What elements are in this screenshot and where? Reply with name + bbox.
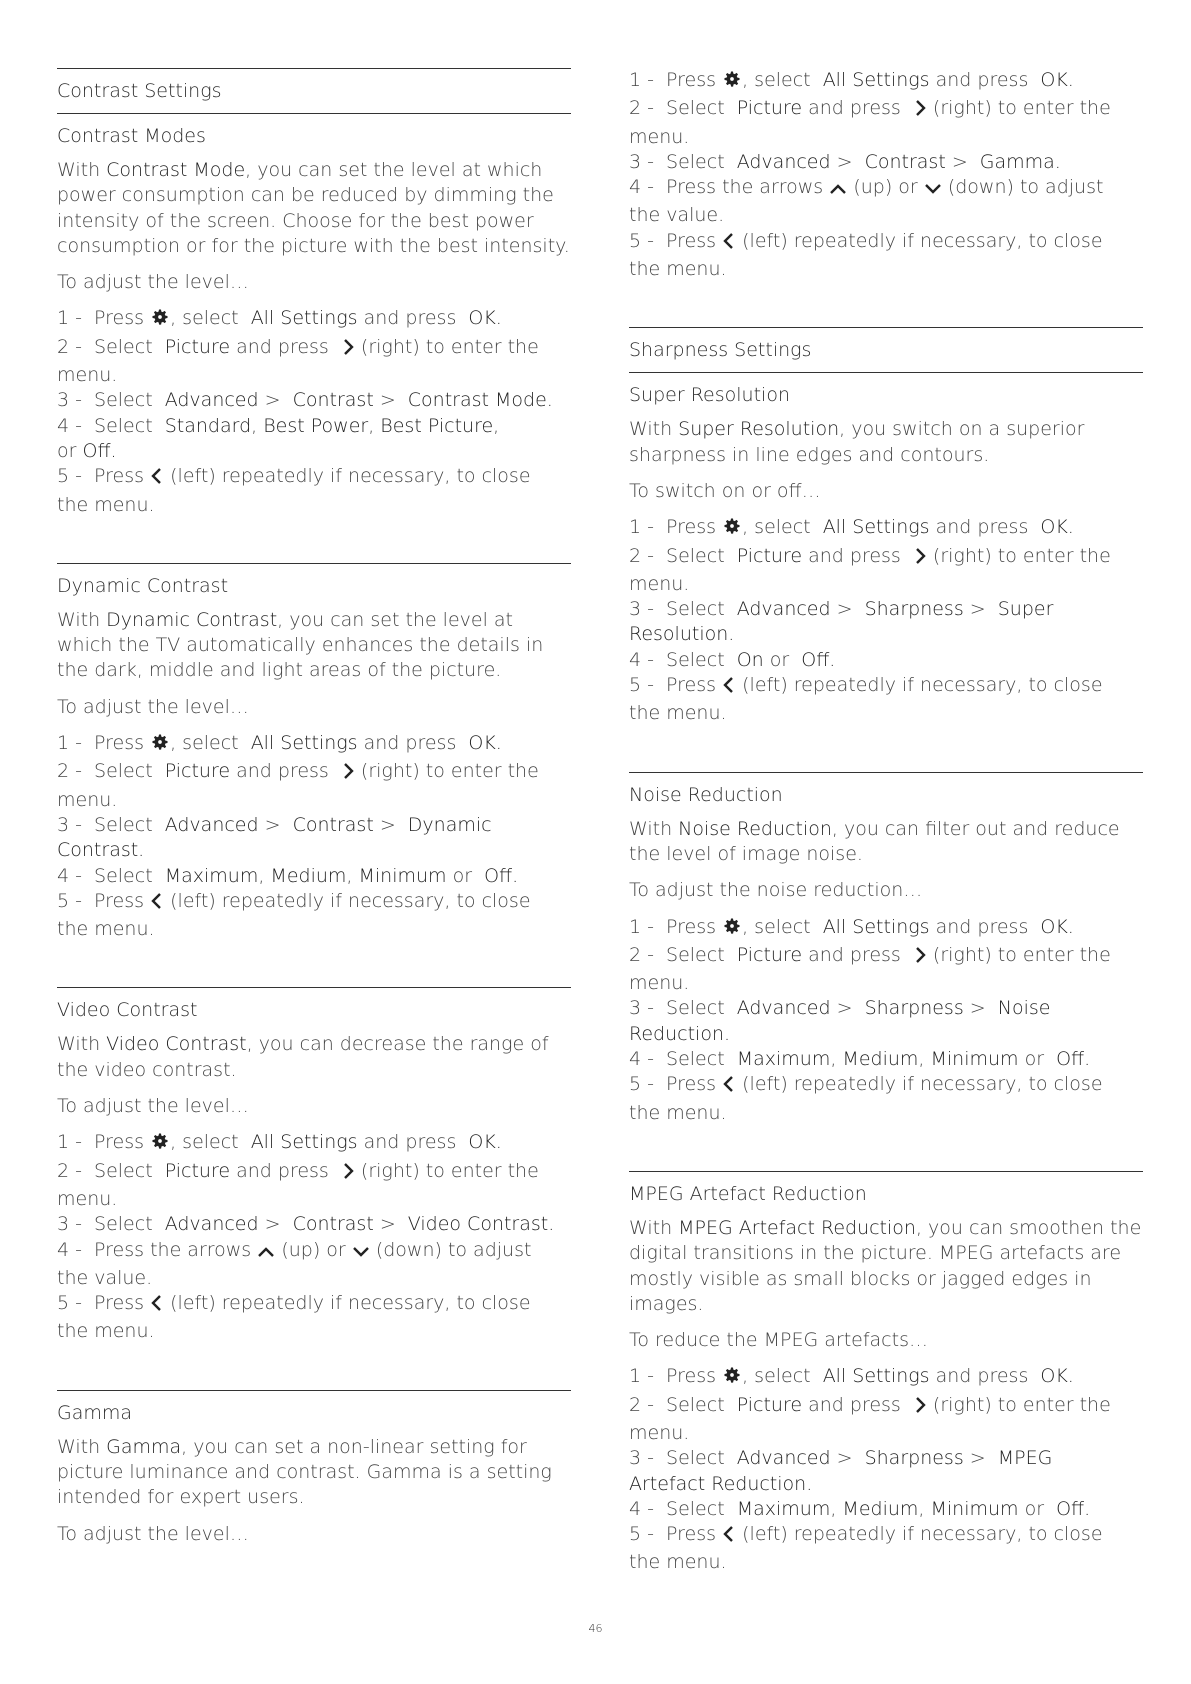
heading-contrast-settings: Contrast Settings [57,80,222,102]
steps-list [629,515,1143,726]
step: 2 - Select Picture and press (right) to enter the menu. [57,1159,539,1210]
chevron-right-icon [913,99,927,124]
step: 3 - Select Advanced > Contrast > Contrast Mode. [57,389,553,412]
heading-video-contrast: Video Contrast [57,999,198,1022]
step: 5 - Press (left) repeatedly if necessary, to close the menu. [57,1292,531,1343]
chevron-right-icon [913,1396,927,1421]
paragraph: To switch on or off… [629,479,821,502]
paragraph: With Super Resolution, you switch on a superior sharpness in line edges and contours. [629,418,1085,466]
step: 1 - Press , select All Settings and press OK. [629,915,1143,943]
step: 2 - Select Picture and press (right) to enter the menu. [57,760,539,811]
step: 2 - Select Picture and press (right) to enter the menu. [629,97,1111,148]
settings-gear-icon [150,307,170,334]
paragraph: To adjust the noise reduction… [629,879,923,902]
step: 3 - Select Advanced > Sharpness > MPEG Artefact Reduction. [629,1447,1053,1495]
step: 2 - Select Picture and press (right) to enter the menu. [629,1393,1111,1444]
steps-list [629,915,1143,1126]
chevron-down-icon [352,1241,370,1266]
right-column [629,68,1143,1576]
step: 3 - Select Advanced > Sharpness > Noise Reduction. [629,997,1051,1045]
chevron-left-icon [722,232,736,257]
chevron-right-icon [341,338,355,363]
step: 1 - Press , select All Settings and press OK. [629,1364,1143,1392]
chevron-up-icon [829,178,847,203]
step: 1 - Press , select All Settings and press OK. [629,515,1143,543]
step: 5 - Press (left) repeatedly if necessary, to close the menu. [57,465,531,516]
paragraph: To adjust the level… [57,1522,249,1545]
chevron-left-icon [722,1075,736,1100]
step: 5 - Press (left) repeatedly if necessary, to close the menu. [629,1523,1103,1574]
page-number: 46 [588,1622,603,1635]
steps-list [629,68,1143,282]
step: 5 - Press (left) repeatedly if necessary, to close the menu. [629,674,1103,725]
paragraph: To adjust the level… [57,695,249,718]
step: 4 - Press the arrows (up) or (down) to adjust the value. [629,176,1104,227]
heading-sharpness-settings: Sharpness Settings [629,339,812,362]
heading-mpeg-artefact-reduction: MPEG Artefact Reduction [629,1182,867,1205]
paragraph: With Contrast Mode, you can set the level at which power consumption can be reduced by dimming the intensity of the screen. Choose for the best power consumption or for the picture with the best intensity. [57,159,570,257]
chevron-left-icon [150,892,164,917]
step: 5 - Press (left) repeatedly if necessary, to close the menu. [629,1073,1103,1124]
heading-dynamic-contrast: Dynamic Contrast [57,574,229,597]
chevron-down-icon [924,178,942,203]
paragraph: With Noise Reduction, you can filter out and reduce the level of image noise. [629,817,1120,865]
settings-gear-icon [150,732,170,759]
step: 4 - Select On or Off. [629,648,836,671]
heading-super-resolution: Super Resolution [629,384,790,407]
chevron-right-icon [913,547,927,572]
step: 2 - Select Picture and press (right) to enter the menu. [629,943,1111,995]
chevron-up-icon [257,1241,275,1266]
heading-contrast-modes: Contrast Modes [57,125,206,147]
chevron-right-icon [341,762,355,787]
step: 4 - Press the arrows (up) or (down) to adjust the value. [57,1238,532,1289]
step: 3 - Select Advanced > Sharpness > Super Resolution. [629,598,1054,646]
paragraph: With Dynamic Contrast, you can set the level at which the TV automatically enhances the details in the dark, middle and light areas of the picture. [57,608,544,682]
step: 3 - Select Advanced > Contrast > Gamma. [629,150,1061,173]
paragraph: To adjust the level… [57,271,249,294]
paragraph: With MPEG Artefact Reduction, you can smoothen the digital transitions in the picture. MPEG artefacts are mostly visible as small blocks or jagged edges in images. [629,1216,1142,1315]
chevron-left-icon [150,467,164,492]
step: 1 - Press , select All Settings and press OK. [57,306,571,334]
settings-gear-icon [722,916,742,943]
step: 4 - Select Maximum, Medium, Minimum or Off. [629,1048,1091,1071]
steps-list [57,306,571,517]
paragraph: With Video Contrast, you can decrease the range of the video contrast. [57,1033,549,1081]
chevron-left-icon [150,1294,164,1319]
step: 4 - Select Maximum, Medium, Minimum or Off. [629,1497,1091,1520]
chevron-right-icon [341,1162,355,1187]
steps-list [57,1130,571,1344]
step: 5 - Press (left) repeatedly if necessary, to close the menu. [57,889,531,941]
steps-list [629,1364,1143,1575]
steps-list [57,731,571,942]
settings-gear-icon [722,69,742,96]
step: 1 - Press , select All Settings and press OK. [629,68,1143,96]
step: 4 - Select Maximum, Medium, Minimum or Off. [57,864,519,887]
step: 1 - Press , select All Settings and press OK. [57,731,571,759]
heading-noise-reduction: Noise Reduction [629,783,783,806]
step: 3 - Select Advanced > Contrast > Video Contrast. [57,1213,555,1236]
chevron-right-icon [913,946,927,971]
heading-gamma: Gamma [57,1401,133,1424]
paragraph: To adjust the level… [57,1095,249,1118]
left-column [57,68,571,1558]
step: 3 - Select Advanced > Contrast > Dynamic Contrast. [57,813,492,862]
step: 4 - Select Standard, Best Power, Best Picture, or Off. [57,414,500,462]
step: 2 - Select Picture and press (right) to enter the menu. [629,544,1111,595]
settings-gear-icon [722,1365,742,1392]
settings-gear-icon [150,1131,170,1158]
step: 1 - Press , select All Settings and press OK. [57,1130,571,1158]
chevron-left-icon [722,1525,736,1550]
settings-gear-icon [722,516,742,543]
paragraph: With Gamma, you can set a non-linear setting for picture luminance and contrast. Gamma is a setting intended for expert users. [57,1435,552,1509]
step: 2 - Select Picture and press (right) to enter the menu. [57,335,539,387]
chevron-left-icon [722,676,736,701]
paragraph: To reduce the MPEG artefacts… [629,1329,928,1352]
step: 5 - Press (left) repeatedly if necessary, to close the menu. [629,229,1103,281]
